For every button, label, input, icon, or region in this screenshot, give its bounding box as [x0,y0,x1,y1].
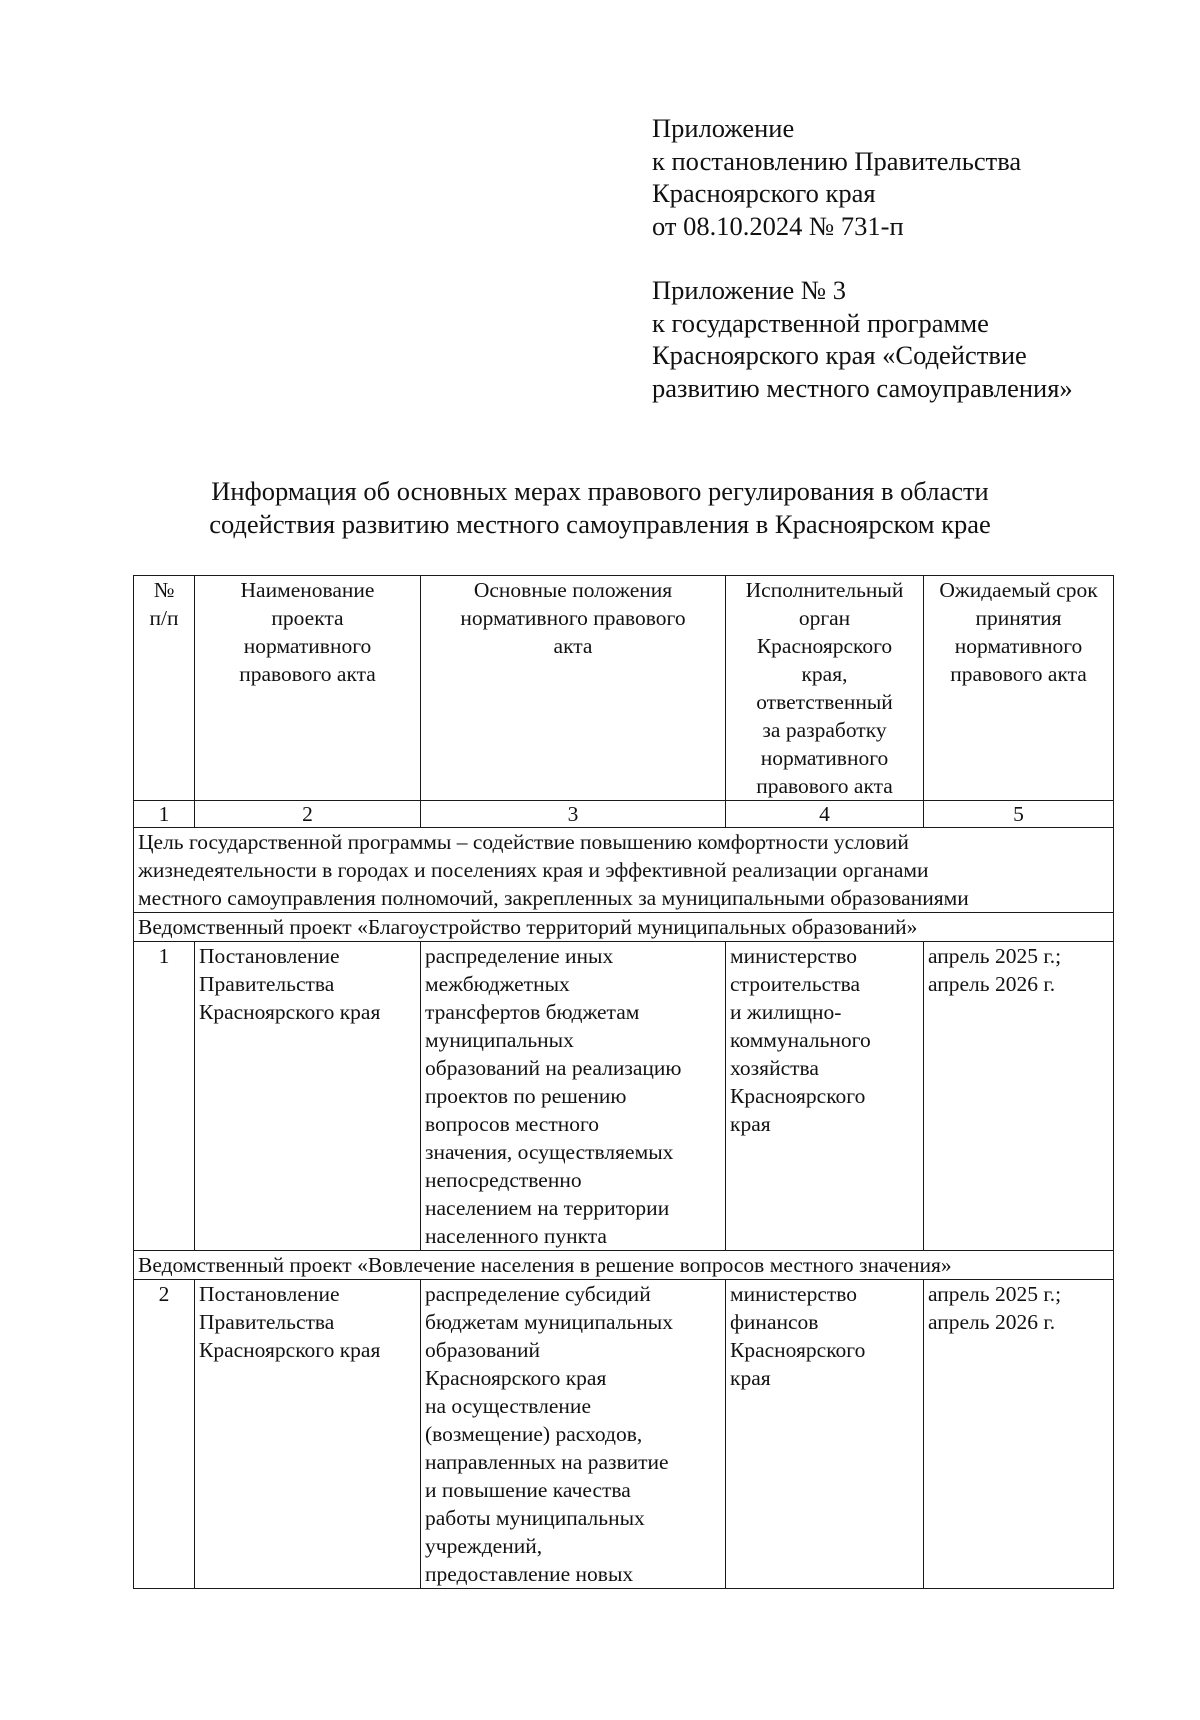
annex-line: к государственной программе [652,307,989,338]
annex-line: Приложение № 3 [652,275,847,305]
column-number: 3 [421,801,726,828]
header-cell-executor: Исполнительный орган Красноярского края, ответственный за разработку нормативного правового акта [726,576,924,801]
deadline-cell: апрель 2025 г.; апрель 2026 г. [924,942,1114,1251]
program-goal-row [134,828,1114,913]
deadline-cell: апрель 2025 г.; апрель 2026 г. [924,1280,1114,1589]
table-row [134,1280,1114,1589]
header-cell-deadline: Ожидаемый срок принятия нормативного правового акта [924,576,1114,801]
section-title: Ведомственный проект «Благоустройство территорий муниципальных образований» [134,913,1114,942]
table-row [134,942,1114,1251]
section-title-row [134,1251,1114,1280]
column-number: 4 [726,801,924,828]
title-line: Информация об основных мерах правового регулирования в области [211,476,989,506]
section-title: Ведомственный проект «Вовлечение населения в решение вопросов местного значения» [134,1251,1114,1280]
header-cell-act-name: Наименование проекта нормативного правового акта [195,576,421,801]
measures-table [133,575,1114,1589]
column-number: 5 [924,801,1114,828]
program-goal: Цель государственной программы – содействие повышению комфортности условий жизнедеятельности в городах и поселениях края и эффективной реализации органами местного самоуправления полномочий, закрепленных за муниципальными образованиями [134,828,1114,913]
provisions-cell: распределение иных межбюджетных трансфертов бюджетам муниципальных образований на реализацию проектов по решению вопросов местного значения, осуществляемых непосредственно населением на территории населенного пункта [421,942,726,1251]
document-title [0,475,1200,541]
annex-block [652,112,1073,404]
annex-line: Красноярского края «Содействие [652,340,1027,370]
annex-line: от 08.10.2024 № 731-п [652,210,904,241]
header-cell-provisions: Основные положения нормативного правового акта [421,576,726,801]
column-number: 1 [134,801,195,828]
annex-line: Приложение [652,113,795,143]
annex-gap [652,242,1073,274]
table-header-row [134,576,1114,801]
annex-line: Красноярского края [652,178,876,208]
header-cell-number: № п/п [134,576,195,801]
executor-cell: министерство финансов Красноярского края [726,1280,924,1589]
row-number: 2 [134,1280,195,1589]
act-name-cell: Постановление Правительства Красноярского края [195,1280,421,1589]
annex-line: развитию местного самоуправления» [652,372,1073,403]
executor-cell: министерство строительства и жилищно- коммунального хозяйства Красноярского края [726,942,924,1251]
column-numbers-row [134,801,1114,828]
section-title-row [134,913,1114,942]
act-name-cell: Постановление Правительства Красноярского края [195,942,421,1251]
row-number: 1 [134,942,195,1251]
title-line: содействия развитию местного самоуправления в Красноярском крае [209,509,991,539]
provisions-cell: распределение субсидий бюджетам муниципальных образований Красноярского края на осуществление (возмещение) расходов, направленных на развитие и повышение качества работы муниципальных учреждений, предоставление новых [421,1280,726,1589]
annex-line: к постановлению Правительства [652,145,1022,176]
column-number: 2 [195,801,421,828]
